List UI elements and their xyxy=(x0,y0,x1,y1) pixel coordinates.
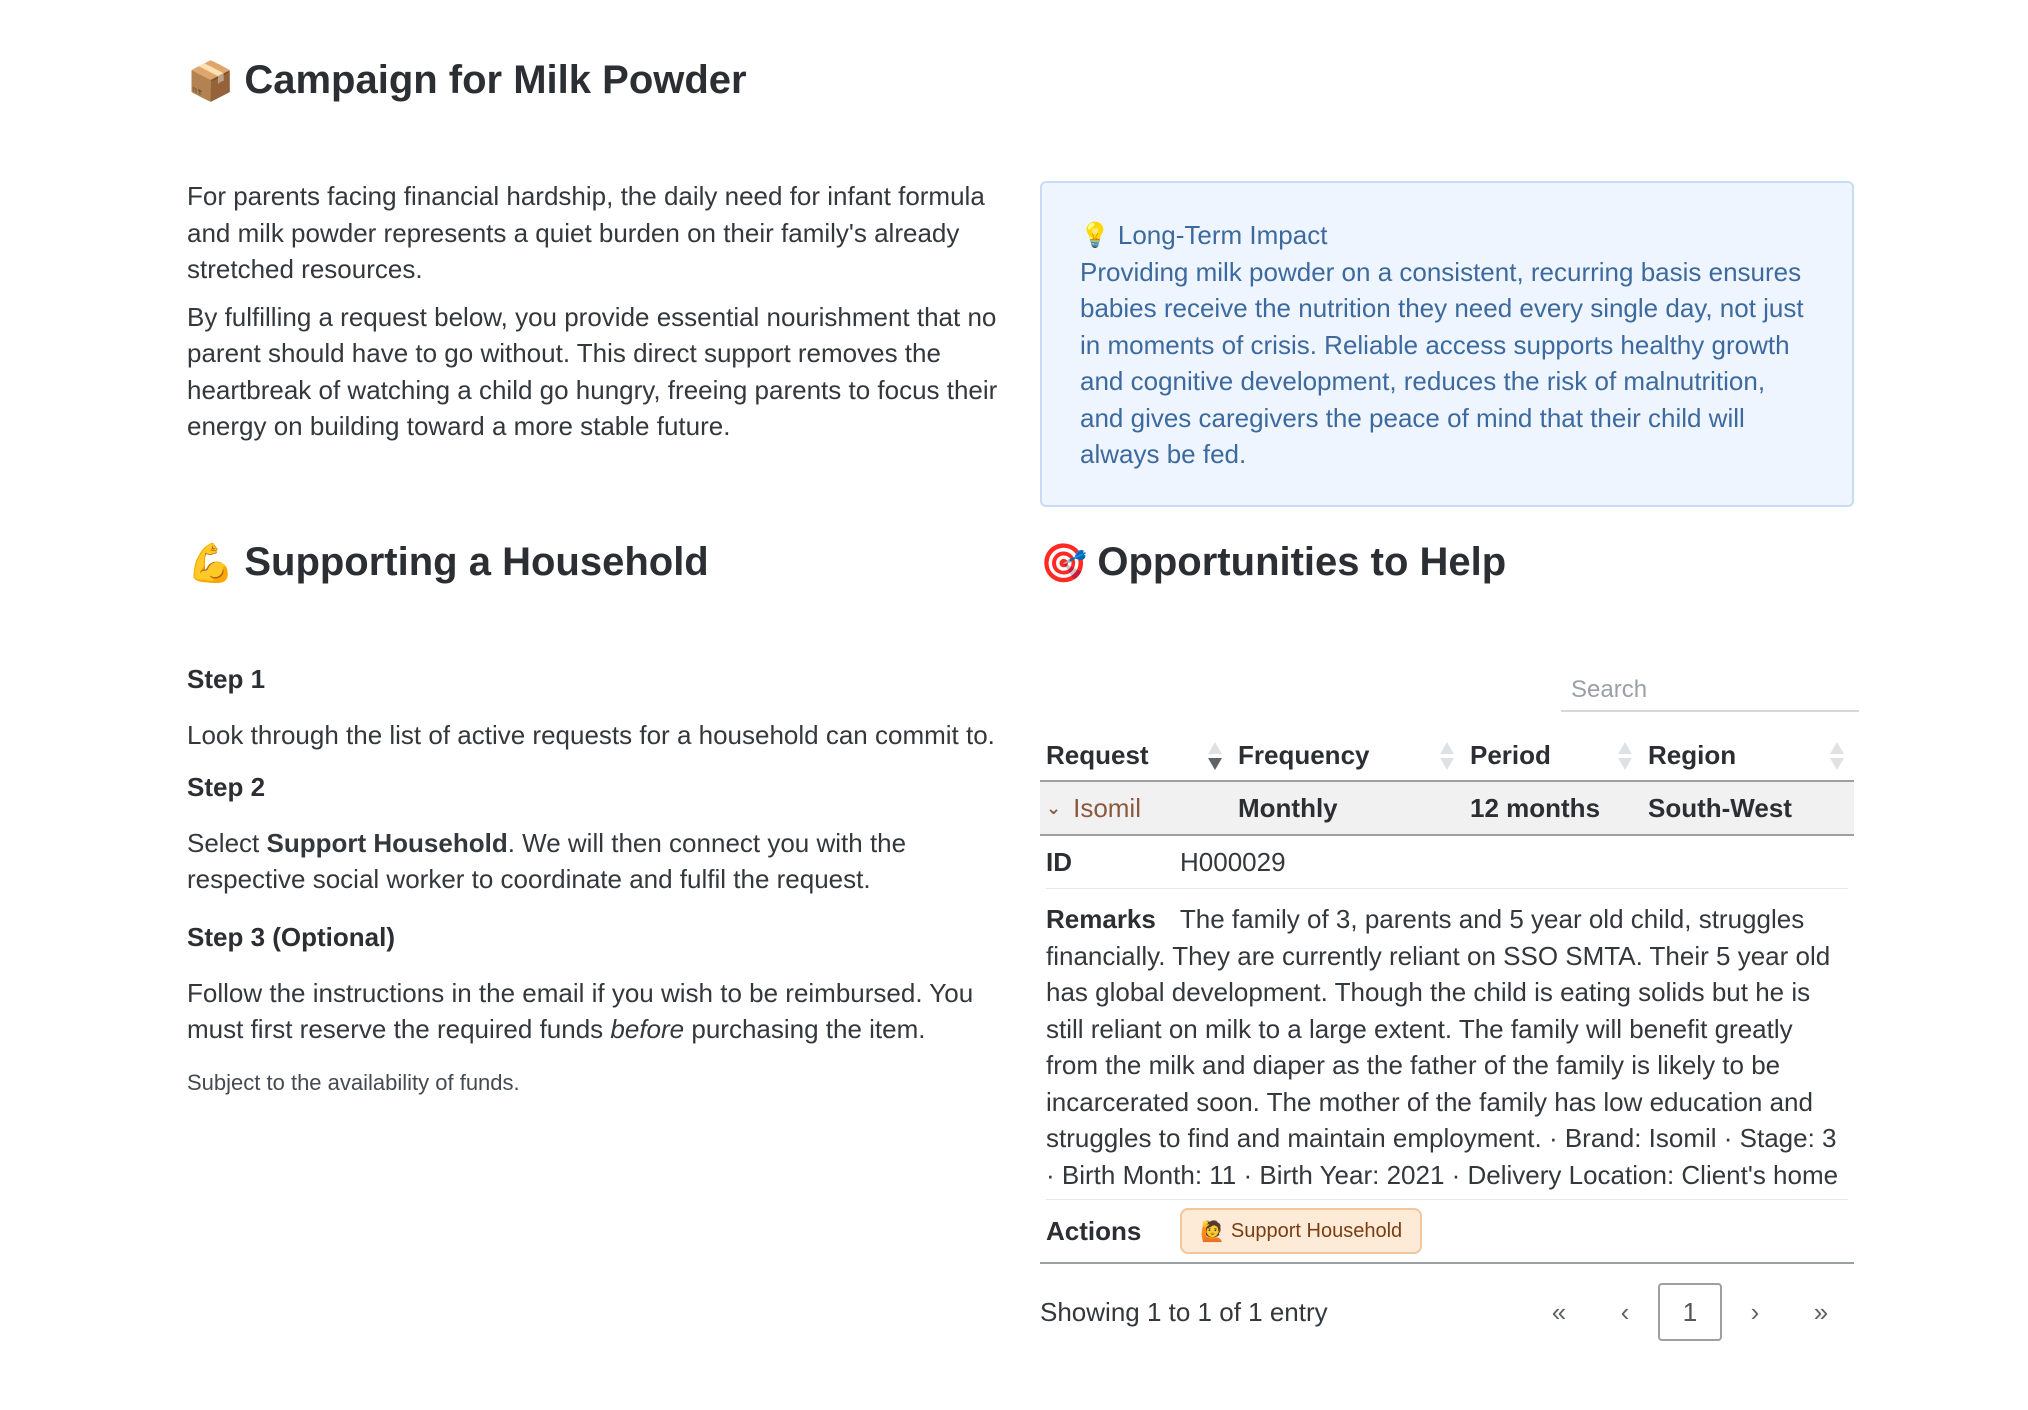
step-2-text-post: . We will then connect you with the respective social worker to coordinate and fulfil the request. xyxy=(187,827,907,894)
flexed-biceps-icon: 💪 xyxy=(187,540,235,585)
steps xyxy=(187,664,1007,1096)
sort-icon xyxy=(1830,742,1844,772)
previous-page-button[interactable]: ‹ xyxy=(1620,1296,1630,1327)
column-header-request-label: Request xyxy=(1046,739,1149,770)
request-name: Isomil xyxy=(1073,792,1141,823)
detail-actions xyxy=(1040,1200,1854,1264)
table-header xyxy=(1040,730,1854,782)
search-input[interactable] xyxy=(1561,670,1859,710)
step-3-text xyxy=(187,975,1007,1048)
step-3-text-em: before xyxy=(610,1014,685,1044)
detail-actions-label: Actions xyxy=(1046,1215,1142,1246)
page-1-button[interactable]: 1 xyxy=(1658,1283,1722,1341)
first-page-button[interactable]: « xyxy=(1551,1296,1567,1327)
impact-callout xyxy=(1040,181,1854,507)
step-3-text-post: purchasing the item. xyxy=(684,1014,926,1044)
table-footer xyxy=(1040,1282,1854,1342)
frequency-cell: Monthly xyxy=(1238,792,1338,823)
direct-hit-icon: 🎯 xyxy=(1040,540,1088,585)
sort-icon xyxy=(1618,742,1632,772)
page-title-text: Campaign for Milk Powder xyxy=(244,58,747,102)
row-details xyxy=(1040,836,1854,1200)
step-2-text xyxy=(187,825,1007,898)
period-cell: 12 months xyxy=(1470,792,1601,823)
column-header-frequency[interactable] xyxy=(1232,730,1464,780)
table-row[interactable] xyxy=(1040,782,1854,836)
impact-title xyxy=(1080,217,1814,254)
step-2-text-bold: Support Household xyxy=(266,827,508,858)
detail-id-label: ID xyxy=(1046,846,1072,877)
intro xyxy=(187,178,1007,445)
step-3-title: Step 3 (Optional) xyxy=(187,921,395,952)
intro-paragraph-2: By fulfilling a request below, you provide essential nourishment that no parent should have to go without. This direct support removes the heartbreak of watching a child go hungry, freeing parents to focus their energy on building toward a more stable future. xyxy=(187,301,998,441)
step-1-title: Step 1 xyxy=(187,664,266,694)
impact-body: Providing milk powder on a consistent, recurring basis ensures babies receive the nutrition they need every single day, not just in moments of crisis. Reliable access supports healthy growth and cognitive development, reduces the risk of malnutrition, and gives caregivers the peace of mind that their child will always be fed. xyxy=(1080,256,1804,469)
step-1-text: Look through the list of active requests for a household can commit to. xyxy=(187,720,995,750)
column-header-region-label: Region xyxy=(1648,739,1737,770)
requests-table xyxy=(1040,730,1854,1264)
column-header-period-label: Period xyxy=(1470,739,1551,770)
section-title-opportunities xyxy=(1040,540,1506,585)
support-household-button-label: Support Household xyxy=(1230,1219,1403,1242)
intro-paragraph-1: For parents facing financial hardship, the daily need for infant formula and milk powder represents a quiet burden on their family's already stretched resources. xyxy=(187,181,985,284)
region-cell: South-West xyxy=(1648,792,1792,823)
column-header-frequency-label: Frequency xyxy=(1238,739,1370,770)
support-household-button[interactable] xyxy=(1180,1208,1422,1254)
step-3-text-pre: Follow the instructions in the email if you wish to be reimbursed. You must first reserve the required funds xyxy=(187,977,974,1044)
page-title xyxy=(187,58,747,103)
detail-id-value: H000029 xyxy=(1180,846,1286,877)
sort-icon xyxy=(1440,742,1454,772)
column-header-period[interactable] xyxy=(1464,730,1642,780)
column-header-region[interactable] xyxy=(1642,730,1854,780)
request-cell[interactable] xyxy=(1040,793,1232,824)
column-header-request[interactable] xyxy=(1040,730,1232,780)
person-raising-hand-icon: 🙋 xyxy=(1200,1219,1225,1243)
section-title-opportunities-text: Opportunities to Help xyxy=(1097,540,1507,584)
sort-icon xyxy=(1208,742,1222,772)
step-2-title: Step 2 xyxy=(187,771,266,802)
chevron-down-icon[interactable]: ⌄ xyxy=(1046,797,1062,818)
funds-note: Subject to the availability of funds. xyxy=(187,1069,520,1095)
detail-id xyxy=(1046,836,1848,889)
package-icon: 📦 xyxy=(187,58,235,103)
detail-remarks-value: The family of 3, parents and 5 year old child, struggles financially. They are currently reliant on SSO SMTA. Their 5 year old has global development. Though the child is eating solids but he is still reliant on milk to a large extent. The family will benefit greatly from the milk and diaper as the father of the family is likely to be incarcerated soon. The mother of the family has low education and struggles to find and maintain employment. · Brand: Isomil · Stage: 3 · Birth Month: 11 · Birth Year: 2021 · Delivery Location: Client's home xyxy=(1046,904,1839,1190)
last-page-button[interactable]: » xyxy=(1813,1296,1829,1327)
detail-remarks xyxy=(1046,889,1848,1200)
section-title-supporting-text: Supporting a Household xyxy=(244,540,709,584)
step-2-text-pre: Select xyxy=(187,827,267,858)
lightbulb-icon: 💡 xyxy=(1080,221,1110,249)
pagination xyxy=(1526,1283,1854,1341)
section-title-supporting xyxy=(187,540,709,585)
search-box xyxy=(1561,670,1859,712)
entries-info: Showing 1 to 1 of 1 entry xyxy=(1040,1296,1328,1327)
next-page-button[interactable]: › xyxy=(1750,1296,1760,1327)
impact-title-text: Long-Term Impact xyxy=(1117,220,1328,250)
detail-remarks-label: Remarks xyxy=(1046,904,1156,934)
